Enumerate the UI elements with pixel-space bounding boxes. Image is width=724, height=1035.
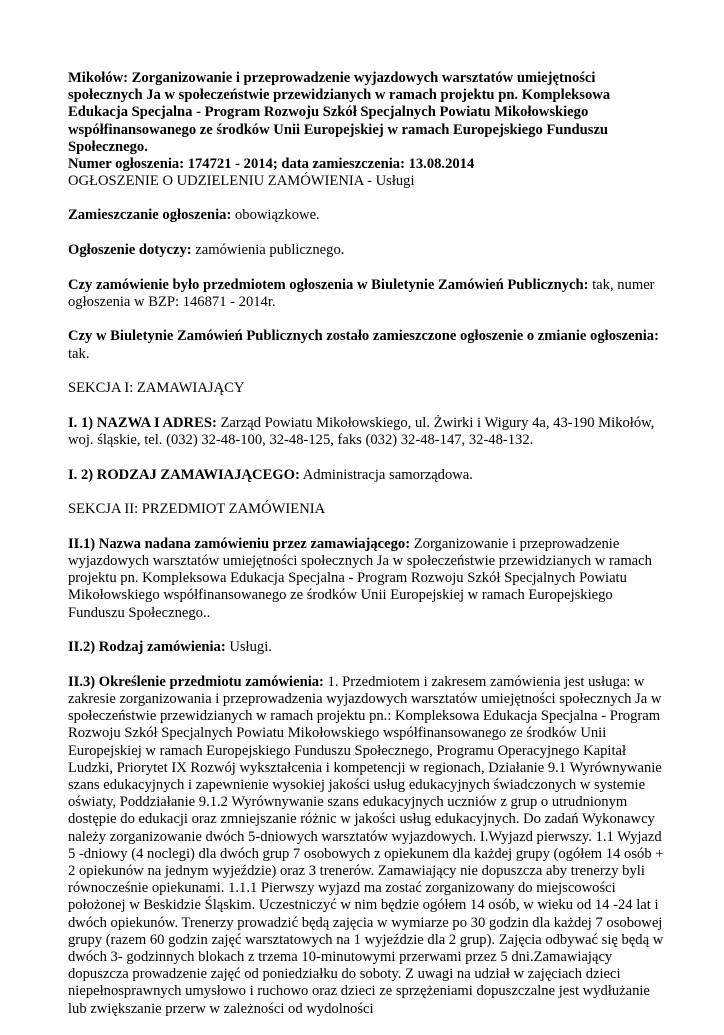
field-bzp <box>68 277 668 311</box>
field-value: 1. Przedmiotem i zakresem zamówienia jest usługa: w zakresie zorganizowania i przeprowadzenia wyjazdowych warsztatów umiejętności społecznych Ja w społeczeństwie przewidzianych w ramach projektu pn.: Kompleksowa Edukacja Specjalna - Program Rozwoju Szkół Specjalnych Powiatu Mikołowskiego współfinansowanego ze środków Unii Europejskiej w ramach Europejskiego Funduszu Społecznego, Programu Operacyjnego Kapitał Ludzki, Priorytet IX Rozwój wykształcenia i kompetencji w regionach, Działanie 9.1 Wyrównywanie szans edukacyjnych i zapewnienie wysokiej jakości usług edukacyjnych świadczonych w systemie oświaty, Poddziałanie 9.1.2 Wyrównywanie szans edukacyjnych uczniów z grup o utrudnionym dostępie do edukacji oraz zmniejszanie różnic w jakości usług edukacyjnych. Do zadań Wykonawcy należy zorganizowanie dwóch 5-dniowych warsztatów wyjazdowych. I.Wyjazd pierwszy. 1.1 Wyjazd 5 -dniowy (4 noclegi) dla dwóch grup 7 osobowych z opiekunem dla każdej grupy (ogółem 14 osób + 2 opiekunów na jednym wyjeździe) oraz 3 trenerów. Zamawiający nie dopuszcza aby trenerzy byli równocześnie opiekunami. 1.1.1 Pierwszy wyjazd ma zostać zorganizowany do miejscowości położonej w Beskidzie Śląskim. Uczestniczyć w nim będzie ogółem 14 osób, w wieku od 14 -24 lat i dwóch opiekunów. Trenerzy prowadzić będą zajęcia w wymiarze po 30 godzin dla każdej 7 osobowej grupy (razem 60 godzin zajęć warsztatowych na 1 wyjeździe dla 2 grup). Zajęcia odbywać się będą w dwóch 3- godzinnych blokach z trzema 10-minutowymi przerwami przez 5 dni.Zamawiający dopuszcza prowadzenie zajęć od poniedziałku do soboty. Z uwagi na udział w zajęciach dzieci niepełnosprawnych umysłowo i ruchowo oraz dzieci ze sprzężeniami dopuszczalne jest wydłużanie lub zwiększanie przerw w zależności od wydolności <box>68 673 664 1017</box>
field-label: Czy w Biuletynie Zamówień Publicznych zostało zamieszczone ogłoszenie o zmianie ogłoszenia: <box>68 328 659 345</box>
section-2-nazwa <box>68 536 668 622</box>
notice-title: Mikołów: Zorganizowanie i przeprowadzenie wyjazdowych warsztatów umiejętności społecznych Ja w społeczeństwie przewidzianych w ramach projektu pn. Kompleksowa Edukacja Specjalna - Program Rozwoju Szkół Specjalnych Powiatu Mikołowskiego współfinansowanego ze środków Unii Europejskiej w ramach Europejskiego Funduszu Społecznego. <box>68 70 611 155</box>
section-1-nazwa <box>68 415 668 449</box>
section-2-title: SEKCJA II: PRZEDMIOT ZAMÓWIENIA <box>68 501 326 518</box>
field-zamieszczanie <box>68 207 668 224</box>
notice-header <box>68 70 668 190</box>
field-label: I. 1) NAZWA I ADRES: <box>68 414 217 431</box>
field-zmiana <box>68 328 668 362</box>
field-dotyczy <box>68 242 668 259</box>
field-value: Zorganizowanie i przeprowadzenie wyjazdowych warsztatów umiejętności społecznych Ja w społeczeństwie przewidzianych w ramach projektu pn. Kompleksowa Edukacja Specjalna - Program Rozwoju Szkół Specjalnych Powiatu Mikołowskiego współfinansowanego ze środków Unii Europejskiej w ramach Europejskiego Funduszu Społecznego.. <box>68 535 652 621</box>
field-label: II.1) Nazwa nadana zamówieniu przez zamawiającego: <box>68 535 411 552</box>
field-value: tak, numer ogłoszenia w BZP: 146871 - 2014r. <box>68 276 655 310</box>
field-label: Czy zamówienie było przedmiotem ogłoszenia w Biuletynie Zamówień Publicznych: <box>68 276 589 293</box>
section-2-rodzaj <box>68 639 668 656</box>
field-value: zamówienia publicznego. <box>191 242 345 259</box>
notice-number-line: Numer ogłoszenia: 174721 - 2014; data zamieszczenia: 13.08.2014 <box>68 156 475 173</box>
field-value: Zarząd Powiatu Mikołowskiego, ul. Żwirki i Wigury 4a, 43-190 Mikołów, woj. śląskie, tel. (032) 32-48-100, 32-48-125, faks (032) 32-48-147, 32-48-132. <box>68 414 655 448</box>
field-value: obowiązkowe. <box>231 207 320 224</box>
field-value: Usługi. <box>225 639 272 656</box>
field-value: Administracja samorządowa. <box>299 466 473 483</box>
section-2-okreslenie <box>68 674 668 1018</box>
notice-type: OGŁOSZENIE O UDZIELENIU ZAMÓWIENIA - Usługi <box>68 173 415 190</box>
section-1-title: SEKCJA I: ZAMAWIAJĄCY <box>68 380 245 397</box>
field-value: tak. <box>68 345 90 362</box>
field-label: II.2) Rodzaj zamówienia: <box>68 639 226 656</box>
field-label: II.3) Określenie przedmiotu zamówienia: <box>68 673 324 690</box>
section-1-rodzaj <box>68 467 668 484</box>
field-label: Ogłoszenie dotyczy: <box>68 242 192 259</box>
field-label: Zamieszczanie ogłoszenia: <box>68 207 232 224</box>
document-page <box>68 70 668 1035</box>
field-label: I. 2) RODZAJ ZAMAWIAJĄCEGO: <box>68 466 300 483</box>
